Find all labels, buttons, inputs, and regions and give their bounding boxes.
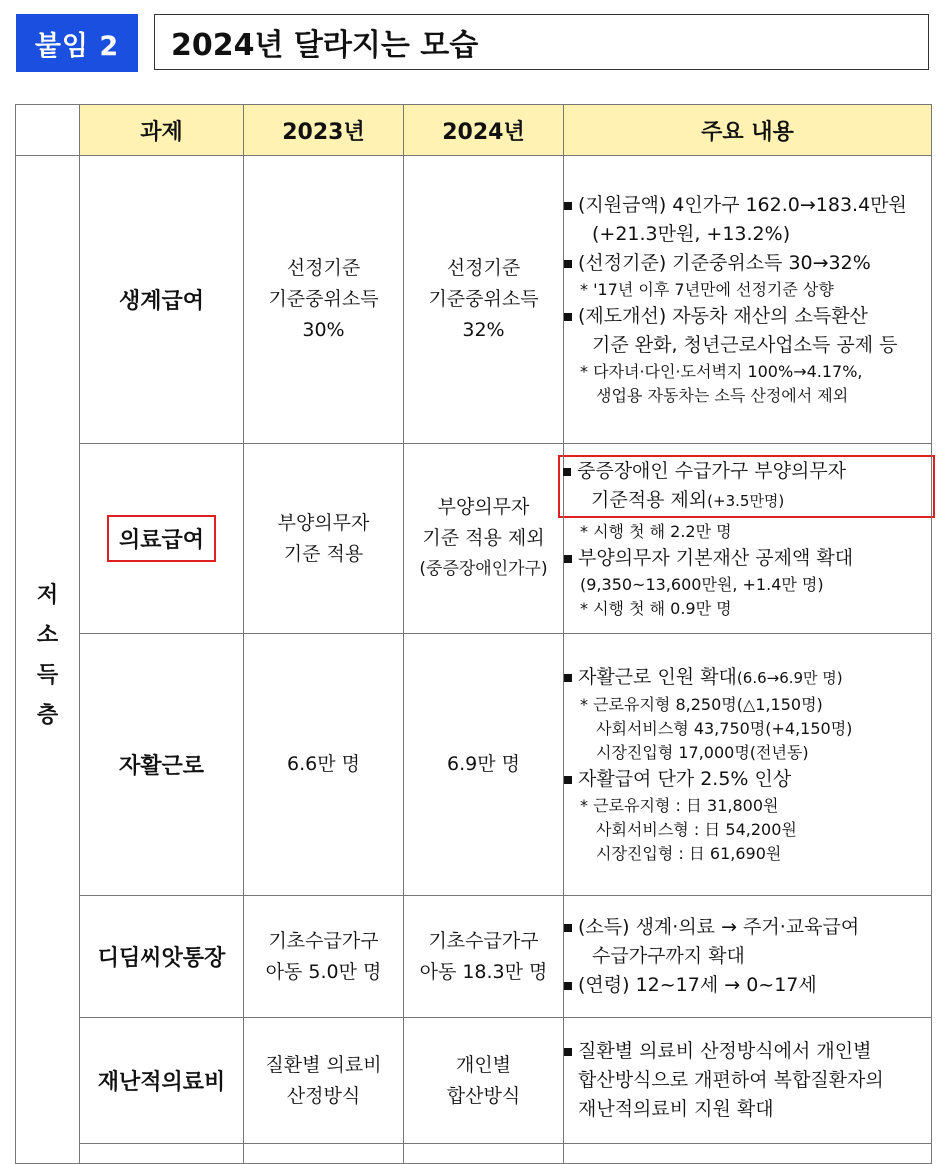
- value-2023: [244, 444, 404, 634]
- value-line: 기준 적용: [283, 542, 364, 565]
- note-text: * 근로유지형 8,250명(△1,150명): [580, 695, 823, 714]
- header-2023: 2023년: [244, 105, 404, 156]
- value-2024: [404, 1018, 564, 1144]
- square-bullet-icon: [564, 313, 572, 321]
- square-bullet-icon: [564, 202, 572, 210]
- note-text: * 다자녀·다인·도서벽지 100%→4.17%,: [580, 362, 863, 381]
- task-cell: 디딤씨앗통장: [80, 896, 244, 1018]
- group-low-income: [16, 156, 80, 1164]
- value-line: 기준중위소득: [268, 288, 379, 310]
- value-2023: [244, 156, 404, 444]
- empty-cell: [404, 1144, 564, 1164]
- bullet-item: [564, 249, 931, 278]
- value-line: 기초수급가구: [428, 929, 539, 952]
- task-cell: 자활근로: [80, 634, 244, 896]
- bullet-item: [564, 765, 931, 794]
- table-header-row: [16, 105, 932, 156]
- content-cell: [564, 444, 932, 634]
- content-cell: [564, 1018, 932, 1144]
- bullet-text: 재난적의료비 지원 확대: [578, 1098, 774, 1120]
- attachment-badge: [16, 14, 138, 72]
- value-line: 기준중위소득: [428, 288, 539, 310]
- bullet-text: 자활근로 인원 확대: [578, 666, 737, 688]
- badge-label: 붙임 2: [34, 30, 120, 62]
- table-row: [16, 634, 932, 896]
- value-2024: [404, 156, 564, 444]
- note-text: * 시행 첫 해 0.9만 명: [580, 598, 732, 618]
- note-text: 시장진입형 17,000명(전년동): [596, 743, 809, 762]
- bullet-item: [564, 913, 931, 971]
- square-bullet-icon: [564, 924, 572, 932]
- value-line: 산정방식: [286, 1084, 361, 1107]
- header-blank-cell: [16, 105, 80, 156]
- bullet-item: [564, 302, 931, 360]
- bullet-text: 기준적용 제외: [591, 488, 708, 511]
- value-line: 30%: [302, 319, 345, 341]
- bullet-item: [564, 663, 931, 693]
- bullet-text: (지원금액) 4인가구 162.0→183.4만원: [578, 194, 907, 216]
- bullet-text: (제도개선) 자동차 재산의 소득환산: [578, 305, 868, 327]
- bullet-text: 합산방식으로 개편하여 복합질환자의: [578, 1069, 884, 1091]
- highlighted-task: 의료급여: [107, 515, 216, 562]
- value-2024: [404, 634, 564, 896]
- bullet-text: 질환별 의료비 산정방식에서 개인별: [578, 1040, 872, 1062]
- value-line: 32%: [462, 319, 505, 341]
- content-cell: [564, 156, 932, 444]
- value-line: 부양의무자: [437, 496, 530, 518]
- group-label-char: 득: [36, 663, 59, 688]
- table-row: [16, 1018, 932, 1144]
- bullet-text: 수급가구까지 확대: [592, 945, 745, 967]
- value-2023: [244, 634, 404, 896]
- square-bullet-icon: [564, 776, 572, 784]
- bullet-item: [563, 457, 930, 516]
- bullet-text: 중증장애인 수급가구 부양의무자: [577, 459, 847, 482]
- value-line: 선정기준: [286, 257, 361, 279]
- changes-table: [15, 104, 932, 1164]
- bullet-text: (+21.3만원, +13.2%): [592, 223, 791, 245]
- square-bullet-icon: [564, 982, 572, 990]
- value-line: 기초수급가구: [268, 929, 379, 952]
- content-cell: [564, 634, 932, 896]
- note-text: 사회서비스형 43,750명(+4,150명): [596, 719, 853, 738]
- value-line: 개인별: [455, 1053, 512, 1076]
- value-2023: [244, 1018, 404, 1144]
- table-row: [16, 896, 932, 1018]
- square-bullet-icon: [564, 1048, 572, 1056]
- square-bullet-icon: [564, 260, 572, 268]
- bullet-item: [564, 544, 931, 573]
- bullet-text: (소득) 생계·의료 → 주거·교육급여: [578, 916, 860, 938]
- value-line: 6.9만 명: [447, 753, 520, 775]
- group-label-char: 층: [36, 703, 59, 728]
- bullet-item: [564, 971, 931, 1000]
- value-line: (중증장애인가구): [419, 559, 548, 579]
- note-text: (9,350~13,600만원, +1.4만 명): [580, 574, 824, 594]
- group-label-char: 소: [36, 623, 59, 648]
- content-cell: [564, 896, 932, 1018]
- header-content: 주요 내용: [564, 105, 932, 156]
- value-2023: [244, 896, 404, 1018]
- value-line: 아동 18.3만 명: [419, 960, 548, 983]
- value-line: 6.6만 명: [287, 753, 360, 775]
- note-text: 사회서비스형 : 日 54,200원: [596, 820, 797, 839]
- bullet-small-text: (+3.5만명): [707, 491, 785, 510]
- bullet-text: (선정기준) 기준중위소득 30→32%: [578, 252, 871, 274]
- value-line: 질환별 의료비: [265, 1053, 382, 1076]
- page-title: [154, 14, 929, 70]
- table-row-partial: [16, 1144, 932, 1164]
- empty-cell: [244, 1144, 404, 1164]
- note-text: * 근로유지형 : 日 31,800원: [580, 796, 779, 815]
- note-text: 생업용 자동차는 소득 산정에서 제외: [596, 386, 849, 405]
- header-2024: 2024년: [404, 105, 564, 156]
- table-row: [16, 156, 932, 444]
- value-line: 선정기준: [446, 257, 521, 279]
- task-cell: 재난적의료비: [80, 1018, 244, 1144]
- square-bullet-icon: [564, 674, 572, 682]
- header-task: 과제: [80, 105, 244, 156]
- empty-cell: [564, 1144, 932, 1164]
- value-2024: [404, 444, 564, 634]
- empty-cell: [80, 1144, 244, 1164]
- bullet-item: [564, 1037, 931, 1124]
- bullet-text: 기준 완화, 청년근로사업소득 공제 등: [592, 334, 898, 356]
- note-text: 시장진입형 : 日 61,690원: [596, 844, 782, 863]
- note-text: * '17년 이후 7년만에 선정기준 상향: [580, 280, 834, 299]
- bullet-small-text: (6.6→6.9만 명): [736, 669, 843, 687]
- value-2024: [404, 896, 564, 1018]
- value-line: 기준 적용 제외: [422, 527, 545, 549]
- note-text: * 시행 첫 해 2.2만 명: [580, 521, 732, 541]
- square-bullet-icon: [564, 555, 572, 563]
- page-title-text: 2024년 달라지는 모습: [171, 28, 479, 63]
- bullet-text: 부양의무자 기본재산 공제액 확대: [578, 546, 854, 569]
- value-line: 아동 5.0만 명: [265, 960, 382, 983]
- group-label-char: 저: [36, 583, 59, 608]
- value-line: 부양의무자: [277, 511, 370, 534]
- bullet-text: (연령) 12~17세 → 0~17세: [578, 974, 817, 996]
- table-row: [16, 444, 932, 634]
- highlight-box: [558, 455, 935, 518]
- task-cell: 생계급여: [80, 156, 244, 444]
- task-cell: [80, 444, 244, 634]
- bullet-item: [564, 191, 931, 249]
- bullet-text: 자활급여 단가 2.5% 인상: [578, 768, 792, 790]
- square-bullet-icon: [563, 468, 571, 476]
- value-line: 합산방식: [446, 1084, 521, 1107]
